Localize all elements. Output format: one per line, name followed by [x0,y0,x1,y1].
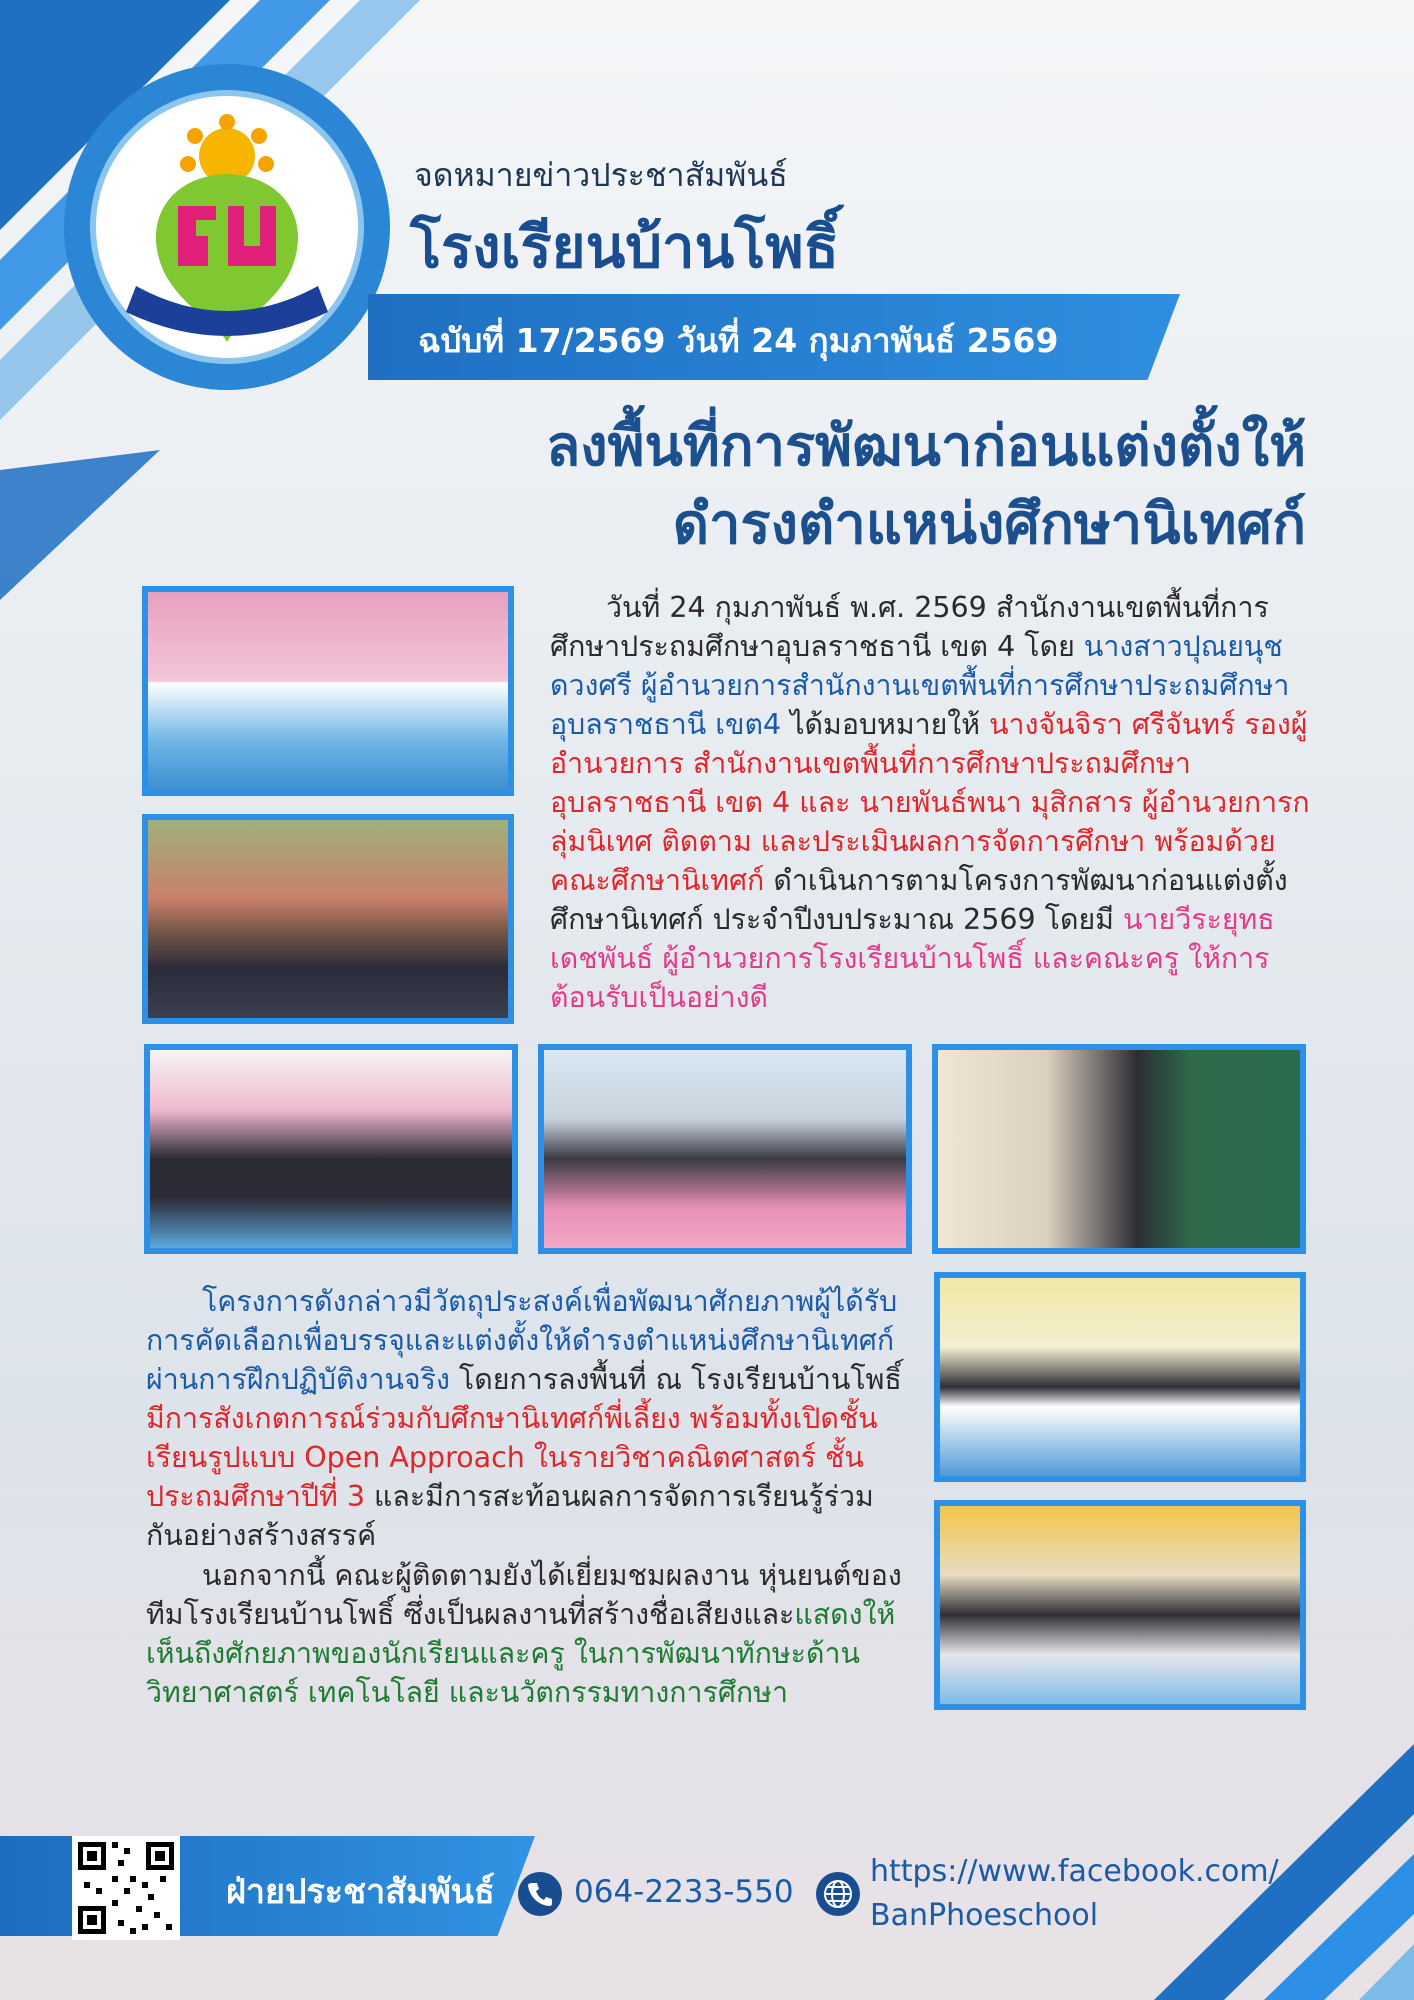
p1-text-2: ได้มอบหมายให้ [781,708,990,741]
paragraph-1 [550,588,1320,1017]
school-name: โรงเรียนบ้านโพธิ์ [410,213,840,281]
photo-classroom-students [538,1044,912,1254]
qr-code-icon[interactable] [72,1836,180,1940]
photo-group-sign [142,814,514,1024]
footer-phone[interactable]: 064-2233-550 [574,1874,794,1910]
decorative-stripes-bottom [1154,1704,1414,2000]
p2-text-1: โดยการลงพื้นที่ ณ โรงเรียนบ้านโพธิ์ [449,1363,902,1396]
photo-meeting-table [142,586,514,796]
headline-line-2: ดำรงตำแหน่งศึกษานิเทศก์ [672,492,1306,557]
newsletter-kicker: จดหมายข่าวประชาสัมพันธ์ [414,156,788,194]
globe-icon [816,1872,860,1916]
p1-highlight-director: นางสาวปุณยนุช ดวงศรี ผู้อำนวยการสำนักงานเขตพื้นที่การศึกษาประถมศึกษาอุบลราชธานี เขต4 [550,630,1290,741]
p1-text-1: วันที่ 24 กุมภาพันธ์ พ.ศ. 2569 สำนักงานเขตพื้นที่การศึกษาประถมศึกษาอุบลราชธานี เขต 4 โดย [550,591,1269,663]
photo-chalkboard [932,1044,1306,1254]
photo-robot-exhibit [934,1500,1306,1710]
p2-highlight-purpose: โครงการดังกล่าวมีวัตถุประสงค์เพื่อพัฒนาศักยภาพผู้ได้รับการคัดเลือกเพื่อบรรจุและแต่งตั้งให้ดำรงตำแหน่งศึกษานิเทศก์ ผ่านการฝึกปฏิบัติงานจริง [146,1285,898,1396]
qr-pattern [72,1836,180,1940]
footer-department: ฝ่ายประชาสัมพันธ์ [226,1872,495,1912]
p2-text-2: และมีการสะท้อนผลการจัดการเรียนรู้ร่วมกันอย่างสร้างสรรค์ [146,1480,874,1552]
article-headline [346,408,1306,564]
footer-url-line-1[interactable]: https://www.facebook.com/ [870,1854,1279,1889]
phone-icon [518,1872,562,1916]
p1-highlight-school-director: นายวีระยุทธ เดชพันธ์ ผู้อำนวยการโรงเรียนบ้านโพธิ์ และคณะครู ให้การต้อนรับเป็นอย่างดี [550,903,1275,1014]
p3-highlight-skills: แสดงให้เห็นถึงศักยภาพของนักเรียนและครู ในการพัฒนาทักษะด้านวิทยาศาสตร์ เทคโนโลยี และนวัตกรรมทางการศึกษา [146,1598,896,1709]
headline-line-1: ลงพื้นที่การพัฒนาก่อนแต่งตั้งให้ [545,414,1306,479]
school-emblem-logo [90,90,364,364]
photo-reflection-panel [934,1272,1306,1482]
footer-url-line-2[interactable]: BanPhoeschool [870,1898,1099,1933]
photo-group-room [144,1044,518,1254]
p2-highlight-open-approach: มีการสังเกตการณ์ร่วมกับศึกษานิเทศก์พี่เลี้ยง พร้อมทั้งเปิดชั้นเรียนรูปแบบ Open Approach ในรายวิชาคณิตศาสตร์ ชั้นประถมศึกษาปีที่ 3 [146,1402,878,1513]
paragraph-2 [146,1282,904,1555]
p1-text-3: ดำเนินการตามโครงการพัฒนาก่อนแต่งตั้งศึกษานิเทศก์ ประจำปีงบประมาณ 2569 โดยมี [550,864,1288,936]
school-emblem-icon [96,96,358,358]
issue-line: ฉบับที่ 17/2569 วันที่ 24 กุมภาพันธ์ 2569 [418,321,1059,360]
paragraph-3 [146,1556,904,1712]
p1-highlight-deputy: นางจันจิรา ศรีจันทร์ รองผู้อำนวยการ สำนักงานเขตพื้นที่การศึกษาประถมศึกษาอุบลราชธานี เขต 4 และ นายพันธ์พนา มุสิกสาร ผู้อำนวยการกลุ่มนิเทศ ติดตาม และประเมินผลการจัดการศึกษา พร้อมด้วยคณะศึกษานิเทศก์ [550,708,1310,897]
p3-text-1: นอกจากนี้ คณะผู้ติดตามยังได้เยี่ยมชมผลงาน หุ่นยนต์ของทีมโรงเรียนบ้านโพธิ์ ซึ่งเป็นผลงานที่สร้างชื่อเสียงและ [146,1559,902,1631]
